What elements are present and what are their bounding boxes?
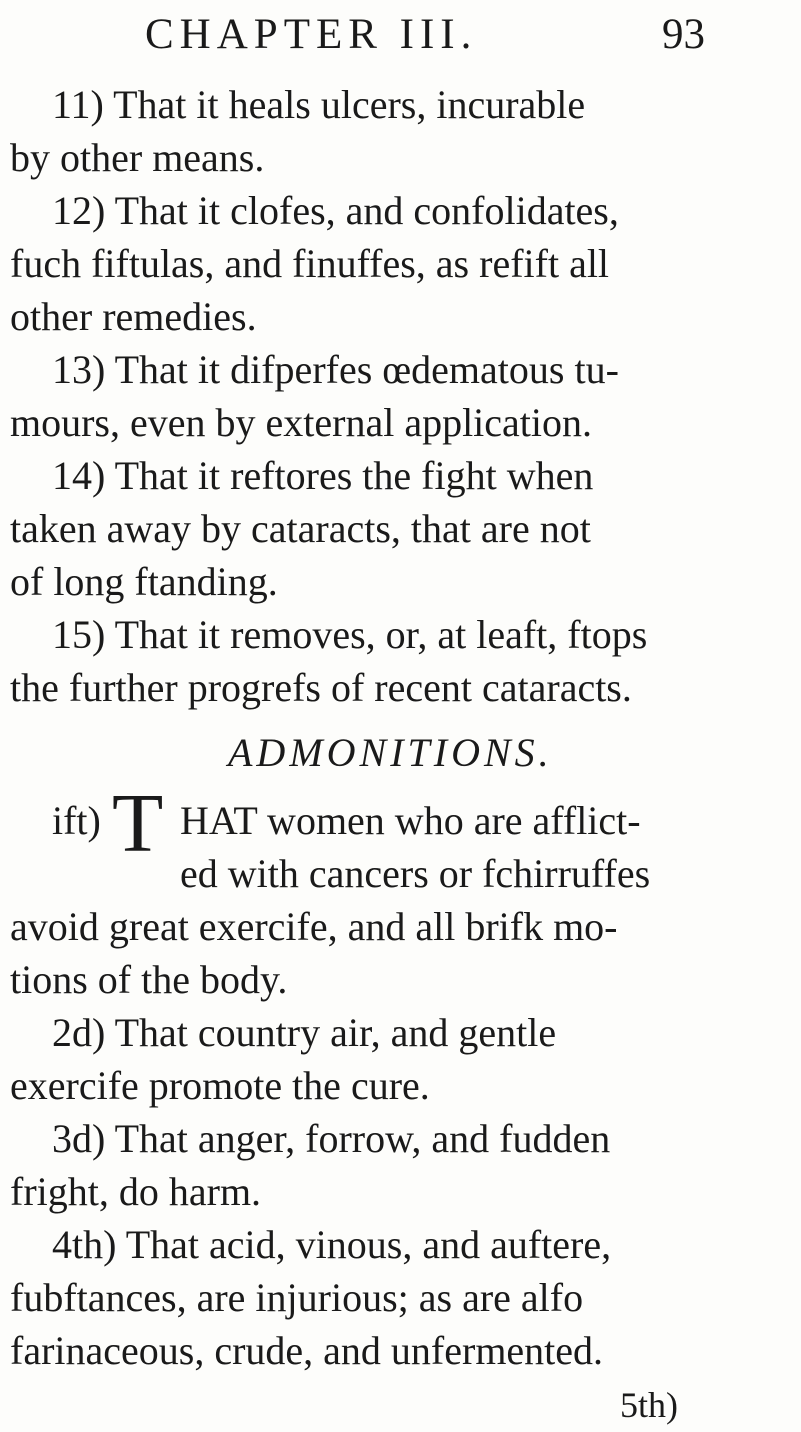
text-line: exercife promote the cure. [10,1063,430,1108]
text-line: 11) That it heals ulcers, incurable [52,82,586,127]
text-line: farinaceous, crude, and unfermented. [10,1328,604,1373]
text-line: 3d) That anger, forrow, and fudden [52,1116,611,1161]
admonition-number: ift) [52,798,101,843]
section-heading: ADMONITIONS. [228,730,553,775]
text-line: 12) That it clofes, and confolidates, [52,188,619,233]
text-line: taken away by cataracts, that are not [10,506,591,551]
drop-cap: T [112,777,164,870]
text-line: avoid great exercife, and all brifk mo- [10,904,618,949]
text-line: 13) That it difperfes œdematous tu- [52,347,619,392]
text-line: mours, even by external application. [10,400,593,445]
text-line: 2d) That country air, and gentle [52,1010,557,1055]
text-line: 15) That it removes, or, at leaft, ftops [52,612,648,657]
text-line: 14) That it reftores the fight when [52,453,594,498]
text-line: by other means. [10,135,265,180]
running-head [145,10,705,66]
catchword: 5th) [620,1385,678,1425]
text-line: of long ftanding. [10,559,278,604]
text-line: fubftances, are injurious; as are alfo [10,1275,584,1320]
text-line: fuch fiftulas, and finuffes, as refift all [10,241,610,286]
text-line: tions of the body. [10,957,288,1002]
text-line: 4th) That acid, vinous, and auftere, [52,1222,612,1267]
text-line: the further progrefs of recent cataracts. [10,665,632,710]
page-number: 93 [662,11,705,58]
chapter-title: CHAPTER III. [145,11,478,58]
text-line: other remedies. [10,294,257,339]
text-line: ed with cancers or fchirruffes [180,851,651,896]
text-line: fright, do harm. [10,1169,262,1214]
text-line: HAT women who are afflict- [180,798,641,843]
